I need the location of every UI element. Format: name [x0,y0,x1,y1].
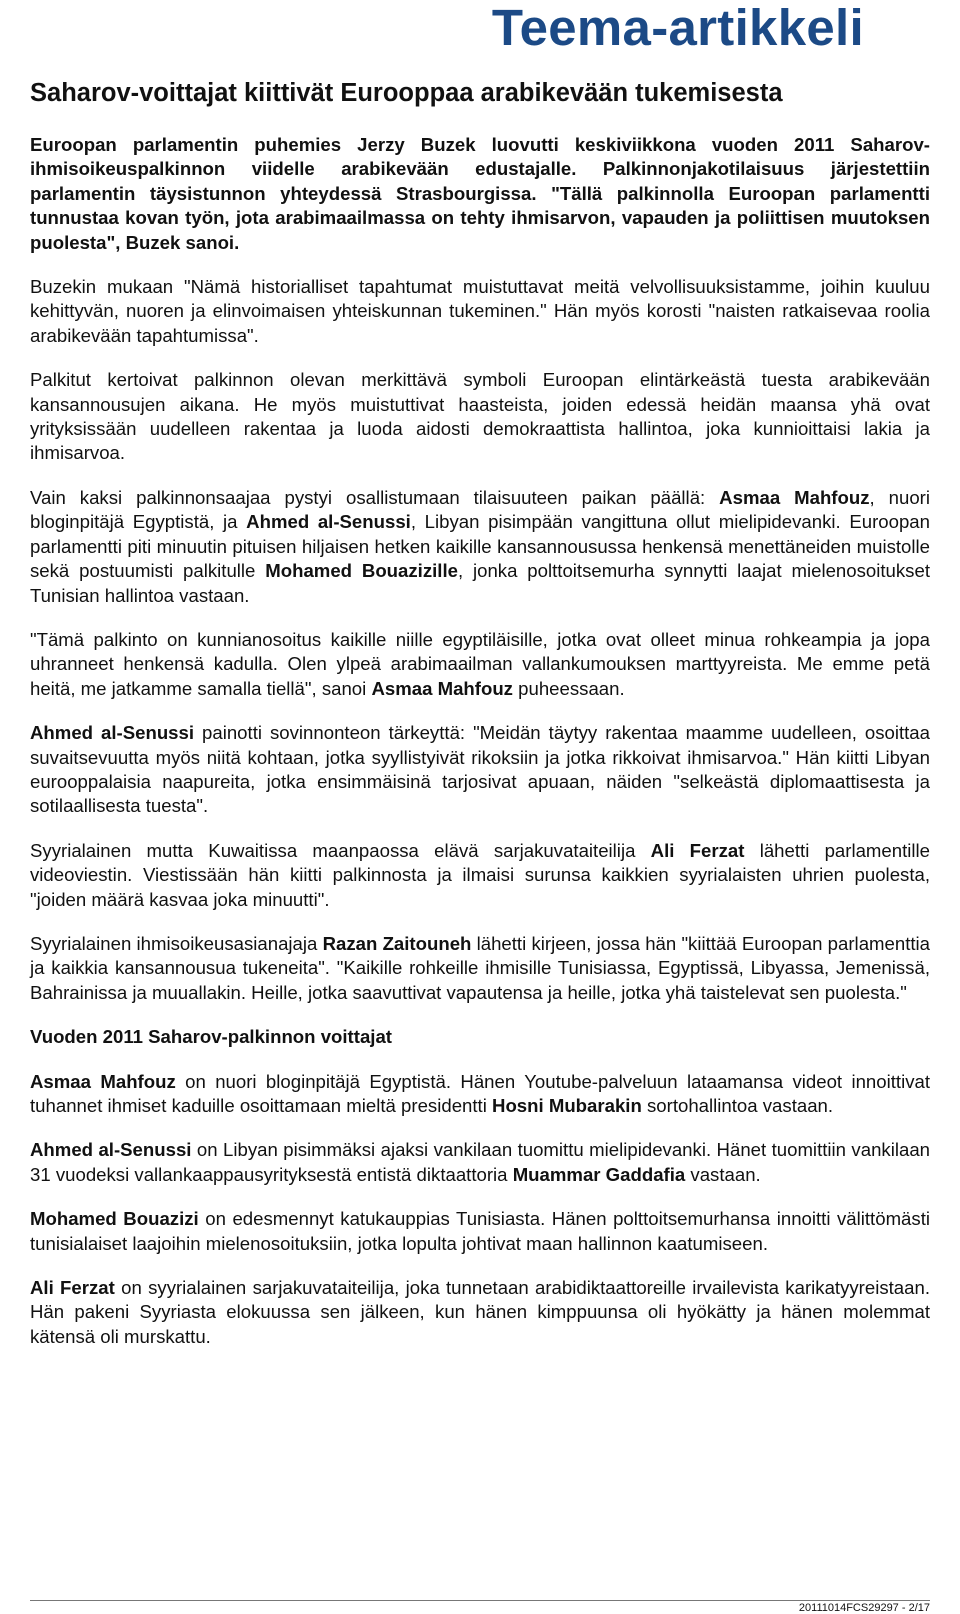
name-muammar-gaddafi: Muammar Gaddafia [512,1163,686,1185]
name-asmaa-mahfouz: Asmaa Mahfouz [719,486,870,508]
winner-mohamed-bouazizi: Mohamed Bouazizi on edesmennyt katukauppias Tunisiasta. Hänen polttoitsemurhansa innoitti välittömästi tunisialaiset laajoihin mielenosoituksiin, jotka lopulta johtivat maan hallinnon kaatumiseen. [30,1208,930,1254]
name-asmaa-mahfouz: Asmaa Mahfouz [30,1070,176,1092]
name-ahmed-al-senussi: Ahmed al-Senussi [30,1139,192,1161]
paragraph-senussi-speech: Ahmed al-Senussi painotti sovinnonteon tärkeyttä: "Meidän täytyy rakentaa maamme uudelleen, osoittaa suvaitsevuutta myös niitä kohtaan, jotka syyllistyivät rikoksiin ja jotka rikkoivat ihmisarvoa." Hän kiitti Libyan eurooppalaisia naapureita, jotka ensimmäisinä tarjosivat apuaan, näiden "selkeästä diplomaattisesta ja sotilaallisesta tuesta". [30,722,930,817]
paragraph-ferzat-video: Syyrialainen mutta Kuwaitissa maanpaossa elävä sarjakuvataiteilija Ali Ferzat lähetti parlamentille videoviestin. Viestissään hän kiitti palkinnosta ja ilmaisi surunsa kaikkien syyrialaisten uhrien puolesta, "joiden määrä kasvaa joka minuutti". [30,839,930,910]
name-razan-zaitouneh: Razan Zaitouneh [322,932,472,954]
page-footer-code: 20111014FCS29297 - 2/17 [798,1602,930,1614]
paragraph-attendees: Vain kaksi palkinnonsaajaa pystyi osallistumaan tilaisuuteen paikan päällä: Asmaa Mahfouz, nuori bloginpitäjä Egyptistä, ja Ahmed al-Senussi, Libyan pisimpään vangittuna ollut mielipidevanki. Euroopan parlamentti piti minuutin pituisen hiljaisen hetken kaikille kansannousussa henkensä menettäneiden muistolle sekä postuumisti palkitulle Mohamed Bouazizille, jonka polttoitsemurha synnytti laajat mielenosoitukset Tunisian hallintoa vastaan. [30,486,930,606]
winner-ahmed-al-senussi: Ahmed al-Senussi on Libyan pisimmäksi ajaksi vankilaan tuomittu mielipidevanki. Hänet tuomittiin vankilaan 31 vuodeksi vallankaappausyrityksestä entistä diktaattoria Muammar Gaddafia vastaan. [30,1139,930,1185]
article-headline: Saharov-voittajat kiittivät Eurooppaa arabikevään tukemisesta [30,79,783,107]
name-asmaa-mahfouz: Asmaa Mahfouz [371,677,513,699]
article [30,78,930,1369]
winner-asmaa-mahfouz: Asmaa Mahfouz on nuori bloginpitäjä Egyptistä. Hänen Youtube-palveluun lataamansa videot innoittivat tuhannet ihmiset kaduille osoittamaan mieltä presidentti Hosni Mubarakin sortohallintoa vastaan. [30,1070,931,1116]
winners-subheading: Vuoden 2011 Saharov-palkinnon voittajat [30,1026,392,1048]
paragraph-mahfouz-speech: "Tämä palkinto on kunnianosoitus kaikille niille egyptiläisille, jotka ovat olleet minua rohkeampia ja jopa uhranneet henkensä kadulla. Olen ylpeä arabimaailman vallankumouksen marttyyreista. Me emme petä heitä, me jatkamme samalla tiellä", sanoi Asmaa Mahfouz puheessaan. [30,628,930,699]
name-hosni-mubarak: Hosni Mubarakin [492,1095,642,1116]
name-ahmed-al-senussi: Ahmed al-Senussi [30,722,195,744]
name-ahmed-al-senussi: Ahmed al-Senussi [246,511,411,533]
name-mohamed-bouazizi: Mohamed Bouazizi [30,1208,199,1230]
lead-paragraph: Euroopan parlamentin puhemies Jerzy Buzek luovutti keskiviikkona vuoden 2011 Saharov-ihmisoikeuspalkinnon viidelle arabikevään edustajalle. Palkinnonjakotilaisuus järjestettiin parlamentin täysistunnon yhteydessä Strasbourgissa. "Tällä palkinnolla Euroopan parlamentti tunnustaa kovan työn, jota arabimaailmassa on tehty ihmisarvon, vapauden ja poliittisen muutoksen puolesta", Buzek sanoi. [30,134,930,253]
name-ali-ferzat: Ali Ferzat [30,1277,115,1299]
winner-ali-ferzat: Ali Ferzat on syyrialainen sarjakuvataiteilija, joka tunnetaan arabidiktaattoreille irvailevista karikatyyreistaan. Hän pakeni Syyriasta elokuussa sen jälkeen, kun hänen kimppuunsa oli hyökätty ja hänen molemmat kätensä oli murskattu. [30,1277,930,1347]
name-mohamed-bouazizi: Mohamed Bouazizille [265,560,458,582]
name-ali-ferzat: Ali Ferzat [650,839,745,861]
paragraph-buzek-quote: Buzekin mukaan "Nämä historialliset tapahtumat muistuttavat meitä velvollisuuksistamme, joihin kuuluu kehittyvän, nuoren ja elinvoimaisen yhteiskunnan tukeminen." Hän myös korosti "naisten ratkaisevaa roolia arabikevään tapahtumissa". [30,276,930,346]
footer-divider [30,1600,930,1601]
paragraph-laureates-symbol: Palkitut kertoivat palkinnon olevan merkittävä symboli Euroopan elintärkeästä tuesta arabikevään kansannousujen aikana. He myös muistuttivat haasteista, joiden edessä heidän maansa yhä ovat yrityksissään uudelleen rakentaa ja luoda aidosti demokraattista hallintoa, joka kunnioittaisi lakia ja ihmisarvoa. [30,369,930,464]
paragraph-zaitouneh-letter: Syyrialainen ihmisoikeusasianajaja Razan Zaitouneh lähetti kirjeen, jossa hän "kiittää Euroopan parlamenttia ja kaikkia kansannousua tukeneita". "Kaikille rohkeille ihmisille Tunisiassa, Egyptissä, Libyassa, Jemenissä, Bahrainissa ja muuallakin. Heille, jotka saavuttivat vapautensa ja heille, jotka yhä taistelevat sen puolesta." [30,932,931,1003]
section-title: Teema-artikkeli [491,0,864,56]
